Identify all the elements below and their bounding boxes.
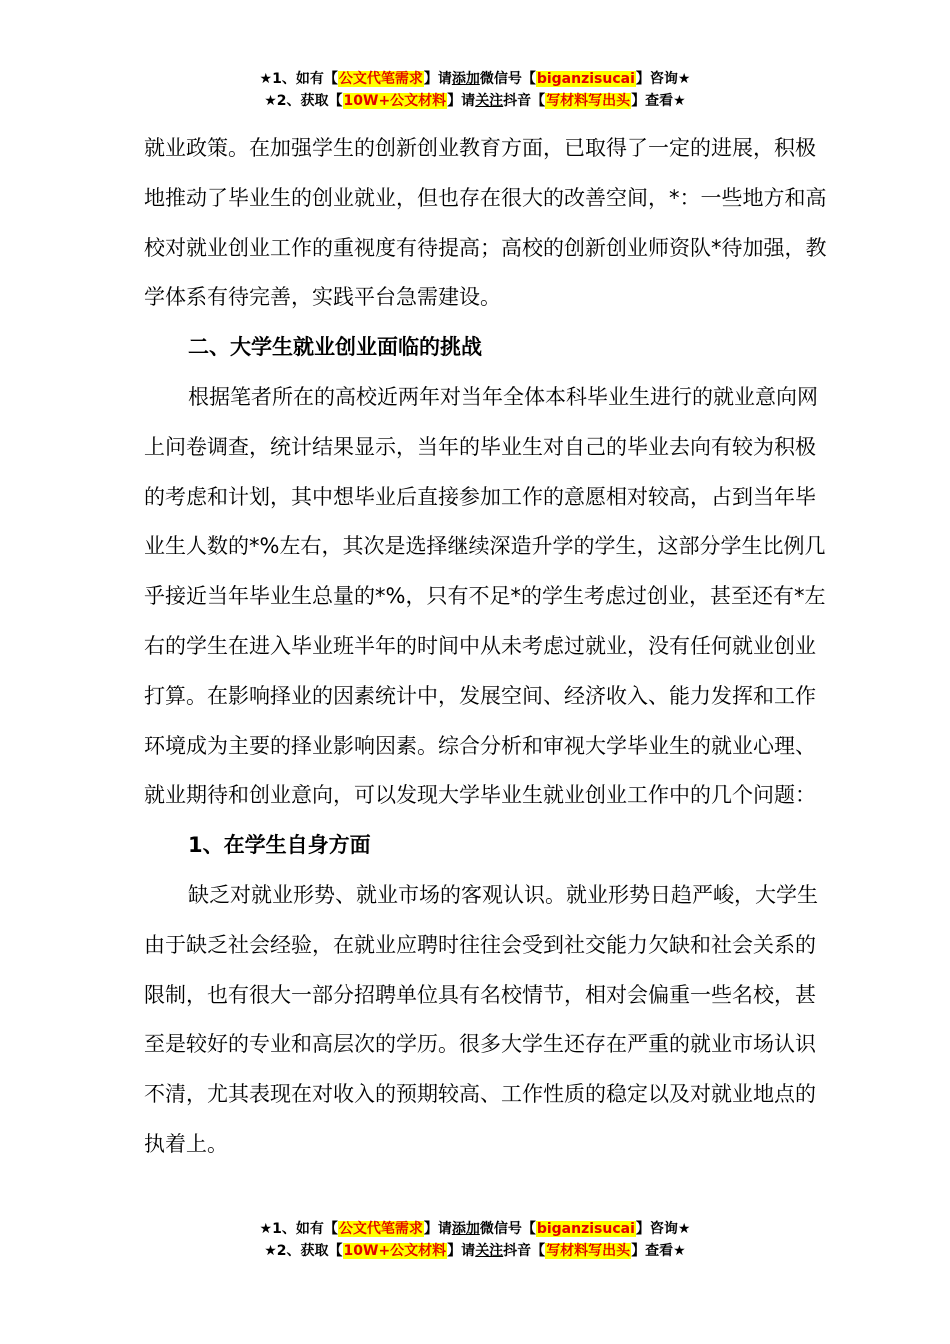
highlight-wechat-id: biganzisucai bbox=[536, 71, 635, 87]
header-banner bbox=[0, 68, 950, 112]
paragraph-3: 缺乏对就业形势、就业市场的客观认识。就业形势日趋严峻，大学生由于缺乏社会经验，在就业应聘时往往会受到社交能力欠缺和社会关系的限制，也有很大一部分招聘单位具有名校情节，相对会偏重一些名校，甚至是较好的专业和高层次的学历。很多大学生还存在严重的就业市场认识不清，尤其表现在对收入的预期较高、工作性质的稳定以及对就业地点的执着上。 bbox=[144, 882, 818, 1156]
banner-text: 微信号【 bbox=[479, 1221, 536, 1237]
banner-text: 】查看★ bbox=[631, 1243, 686, 1259]
highlight-ghostwriting: 公文代笔需求 bbox=[338, 1221, 423, 1237]
banner-text: ★2、获取【 bbox=[264, 1243, 343, 1259]
banner-text: 抖音【 bbox=[503, 93, 546, 109]
banner-text: ★1、如有【 bbox=[259, 1221, 338, 1237]
highlight-douyin-id: 写材料写出头 bbox=[546, 1243, 631, 1259]
banner-text: ★2、获取【 bbox=[264, 93, 343, 109]
highlight-douyin-id: 写材料写出头 bbox=[546, 93, 631, 109]
banner-text: 】请 bbox=[447, 93, 476, 109]
banner-text: 】查看★ bbox=[631, 93, 686, 109]
footer-banner-line-2 bbox=[0, 1240, 950, 1262]
banner-text: 微信号【 bbox=[479, 71, 536, 87]
section-heading-2: 二、大学生就业创业面临的挑战 bbox=[188, 335, 482, 360]
banner-text: 】请 bbox=[423, 71, 452, 87]
paragraph-2: 根据笔者所在的高校近两年对当年全体本科毕业生进行的就业意向网上问卷调查，统计结果显示，当年的毕业生对自己的毕业去向有较为积极的考虑和计划，其中想毕业后直接参加工作的意愿相对较高，占到当年毕业生人数的*%左右，其次是选择继续深造升学的学生，这部分学生比例几乎接近当年毕业生总量的*%，只有不足*的学生考虑过创业，甚至还有*左右的学生在进入毕业班半年的时间中从未考虑过就业，没有任何就业创业打算。在影响择业的因素统计中，发展空间、经济收入、能力发挥和工作环境成为主要的择业影响因素。综合分析和审视大学毕业生的就业心理、就业期待和创业意向，可以发现大学毕业生就业创业工作中的几个问题： bbox=[144, 384, 826, 808]
banner-emphasis: 添加 bbox=[451, 1221, 480, 1237]
banner-text: 】咨询★ bbox=[635, 1221, 691, 1237]
highlight-materials: 10W+公文材料 bbox=[343, 93, 447, 109]
document-body bbox=[144, 124, 830, 1170]
banner-text: 】请 bbox=[447, 1243, 476, 1259]
footer-banner bbox=[0, 1218, 950, 1262]
highlight-wechat-id: biganzisucai bbox=[536, 1221, 635, 1237]
header-banner-line-2 bbox=[0, 90, 950, 112]
subsection-heading-1: 1、在学生自身方面 bbox=[188, 833, 371, 858]
banner-emphasis: 关注 bbox=[475, 93, 504, 109]
banner-text: 抖音【 bbox=[503, 1243, 546, 1259]
paragraph-1: 就业政策。在加强学生的创新创业教育方面，已取得了一定的进展，积极地推动了毕业生的创业就业，但也存在很大的改善空间，*：一些地方和高校对就业创业工作的重视度有待提高；高校的创新创业师资队*待加强，教学体系有待完善，实践平台急需建设。 bbox=[144, 136, 827, 310]
banner-text: 】请 bbox=[423, 1221, 452, 1237]
banner-text: 】咨询★ bbox=[635, 71, 691, 87]
banner-emphasis: 关注 bbox=[475, 1243, 504, 1259]
highlight-ghostwriting: 公文代笔需求 bbox=[338, 71, 423, 87]
footer-banner-line-1 bbox=[0, 1218, 950, 1240]
header-banner-line-1 bbox=[0, 68, 950, 90]
banner-text: ★1、如有【 bbox=[259, 71, 338, 87]
banner-emphasis: 添加 bbox=[451, 71, 480, 87]
highlight-materials: 10W+公文材料 bbox=[343, 1243, 447, 1259]
